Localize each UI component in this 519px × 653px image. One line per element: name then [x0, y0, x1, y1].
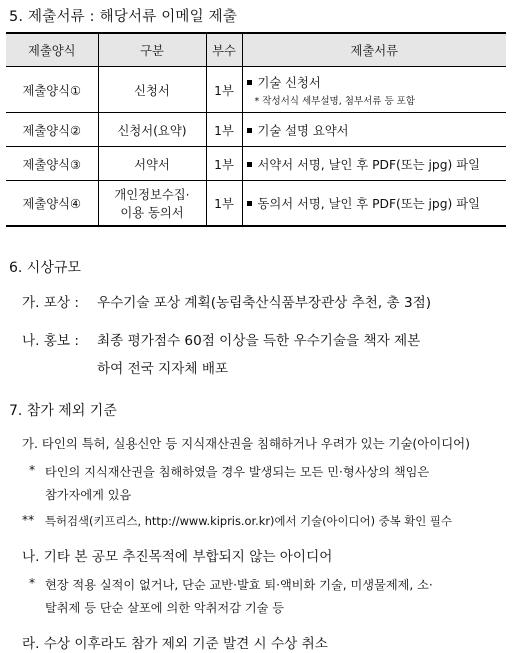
cell-count: 1부 — [206, 67, 242, 113]
docs-text: 기술 설명 요약서 — [257, 123, 349, 138]
cell-form: 제출양식② — [6, 113, 98, 147]
cell-type — [98, 181, 206, 227]
exclusion-c: 라. 수상 이후라도 참가 제외 기준 발견 시 수상 취소 — [22, 636, 328, 652]
promo-text-2: 하여 전국 지자체 배포 — [97, 361, 229, 377]
square-bullet-icon — [247, 201, 252, 206]
exclusion-a-note1-l2: 참가자에게 있음 — [45, 488, 132, 502]
table-row — [6, 67, 506, 113]
exclusion-b-note-l1: 현장 적용 실적이 없거나, 단순 교반·발효 퇴·액비화 기술, 미생물제제, 소· — [45, 578, 433, 592]
table-row — [6, 147, 506, 181]
cell-form: 제출양식④ — [6, 181, 98, 227]
promo-text-1: 최종 평가점수 60점 이상을 득한 우수기술을 책자 제본 — [97, 333, 421, 349]
note-mark: * — [29, 463, 36, 477]
docs-text: 동의서 서명, 날인 후 PDF(또는 jpg) 파일 — [257, 197, 480, 211]
header-form: 제출양식 — [6, 33, 98, 67]
header-count: 부수 — [206, 33, 242, 67]
note-mark: * — [29, 576, 36, 590]
cell-docs — [242, 181, 506, 227]
section-6-heading: 6. 시상규모 — [9, 260, 81, 276]
cell-type: 서약서 — [98, 147, 206, 181]
cell-count: 1부 — [206, 147, 242, 181]
section-7-heading: 7. 참가 제외 기준 — [9, 403, 117, 419]
type-line-2: 이용 동의서 — [120, 206, 184, 220]
cell-type: 신청서(요약) — [98, 113, 206, 147]
exclusion-a: 가. 타인의 특허, 실용신안 등 지식재산권을 침해하거나 우려가 있는 기술(아이디어) — [22, 436, 470, 451]
table-row — [6, 113, 506, 147]
square-bullet-icon — [247, 128, 252, 133]
docs-text: 기술 신청서 — [257, 75, 321, 90]
table-header-row — [6, 33, 506, 67]
exclusion-b-note-l2: 탈취제 등 단순 살포에 의한 악취저감 기술 등 — [45, 601, 285, 615]
cell-docs — [242, 113, 506, 147]
submission-table — [6, 32, 506, 227]
note-mark-double: ** — [22, 513, 35, 527]
cell-count: 1부 — [206, 113, 242, 147]
docs-subnote: * 작성서식 세부설명, 첨부서류 등 포함 — [254, 95, 416, 107]
header-docs: 제출서류 — [242, 33, 506, 67]
cell-form: 제출양식① — [6, 67, 98, 113]
award-label: 가. 포상 : — [22, 295, 79, 311]
square-bullet-icon — [247, 162, 252, 167]
square-bullet-icon — [247, 80, 252, 85]
header-type: 구분 — [98, 33, 206, 67]
award-text: 우수기술 포상 계획(농림축산식품부장관상 추천, 총 3점) — [97, 295, 432, 311]
exclusion-a-note1-l1: 타인의 지식재산권을 침해하였을 경우 발생되는 모든 민·형사상의 책임은 — [45, 465, 430, 479]
promo-label: 나. 홍보 : — [22, 333, 79, 349]
exclusion-a-note2: 특허검색(키프리스, http://www.kipris.or.kr)에서 기술(아이디어) 중복 확인 필수 — [45, 514, 452, 528]
cell-form: 제출양식③ — [6, 147, 98, 181]
cell-docs — [242, 67, 506, 113]
cell-docs — [242, 147, 506, 181]
docs-text: 서약서 서명, 날인 후 PDF(또는 jpg) 파일 — [257, 157, 480, 172]
section-5-heading: 5. 제출서류 : 해당서류 이메일 제출 — [9, 9, 238, 25]
table-row — [6, 181, 506, 227]
type-line-1: 개인정보수집· — [114, 188, 190, 202]
cell-count: 1부 — [206, 181, 242, 227]
cell-type: 신청서 — [98, 67, 206, 113]
exclusion-b: 나. 기타 본 공모 추진목적에 부합되지 않는 아이디어 — [22, 549, 333, 565]
